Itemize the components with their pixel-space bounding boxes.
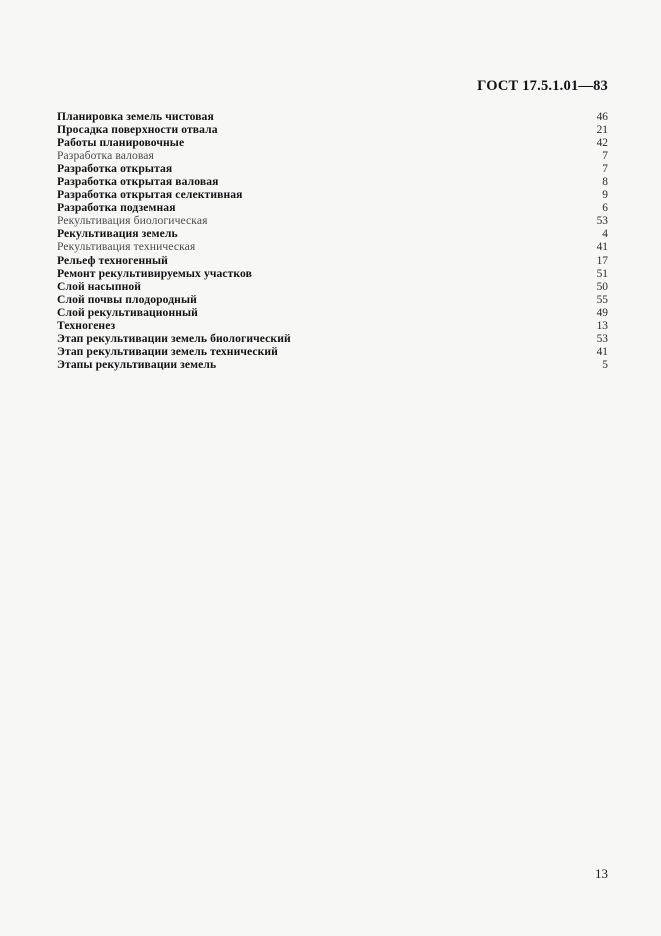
index-entry-page-number: 8 (602, 176, 608, 189)
index-entry-page-number: 53 (596, 215, 608, 228)
index-entry-term: Разработка открытая валовая (57, 175, 219, 189)
index-entry-row (57, 319, 608, 332)
index-entry-term: Техногенез (57, 318, 116, 332)
index-entry-row (57, 149, 608, 162)
index-entry-term: Планировка земель чистовая (57, 110, 214, 123)
index-entry-term: Работы планировочные (57, 136, 185, 150)
index-entry-term: Слой насыпной (57, 279, 142, 293)
index-entry-row (57, 306, 608, 319)
index-entry-row (57, 214, 608, 227)
index-entry-term: Рельеф техногенный (57, 253, 168, 267)
index-entry-page-number: 41 (596, 241, 608, 254)
alphabetical-index-list (57, 110, 608, 371)
index-entry-row (57, 293, 608, 306)
index-entry-page-number: 55 (596, 293, 608, 306)
index-entry-row (57, 227, 608, 240)
page-number-folio: 13 (595, 866, 608, 881)
index-entry-row (57, 123, 608, 136)
index-entry-row (57, 358, 608, 371)
index-entry-page-number: 4 (602, 228, 608, 241)
index-entry-term: Разработка открытая (57, 162, 173, 176)
index-entry-page-number: 46 (596, 111, 608, 123)
index-entry-term: Разработка подземная (57, 201, 176, 215)
index-entry-row (57, 201, 608, 214)
index-entry-row (57, 254, 608, 267)
index-entry-term: Разработка открытая селективная (57, 188, 243, 202)
index-entry-term: Просадка поверхности отвала (57, 123, 218, 137)
index-entry-row (57, 188, 608, 201)
index-entry-page-number: 51 (596, 267, 608, 280)
index-entry-row (57, 162, 608, 175)
index-entry-term: Рекультивация земель (57, 227, 178, 241)
index-entry-page-number: 50 (596, 280, 608, 293)
index-entry-page-number: 6 (602, 202, 608, 215)
index-entry-term: Разработка валовая (57, 149, 154, 163)
index-entry-row (57, 345, 608, 358)
index-entry-row (57, 240, 608, 253)
index-entry-term: Этап рекультивации земель биологический (57, 331, 291, 345)
index-entry-term: Этапы рекультивации земель (57, 357, 217, 371)
index-entry-page-number: 13 (596, 319, 608, 332)
index-entry-page-number: 41 (596, 345, 608, 358)
index-entry-page-number: 7 (602, 150, 608, 163)
index-entry-row (57, 332, 608, 345)
index-entry-row (57, 267, 608, 280)
running-head: ГОСТ 17.5.1.01—83 (477, 78, 608, 94)
index-entry-page-number: 17 (596, 254, 608, 267)
index-entry-page-number: 49 (596, 306, 608, 319)
index-entry-term: Слой рекультивационный (57, 305, 198, 319)
index-entry-page-number: 5 (602, 358, 608, 371)
index-entry-term: Слой почвы плодородный (57, 292, 197, 306)
index-entry-term: Рекультивация техническая (57, 240, 196, 254)
index-entry-term: Рекультивация биологическая (57, 214, 208, 228)
index-entry-row (57, 175, 608, 188)
index-entry-page-number: 42 (596, 137, 608, 150)
index-entry-page-number: 53 (596, 332, 608, 345)
index-entry-row (57, 110, 608, 123)
index-entry-row (57, 136, 608, 149)
index-entry-page-number: 9 (602, 189, 608, 202)
index-entry-term: Этап рекультивации земель технический (57, 344, 278, 358)
index-entry-page-number: 7 (602, 163, 608, 176)
index-entry-term: Ремонт рекультивируемых участков (57, 266, 253, 280)
index-entry-page-number: 21 (596, 124, 608, 137)
index-entry-row (57, 280, 608, 293)
